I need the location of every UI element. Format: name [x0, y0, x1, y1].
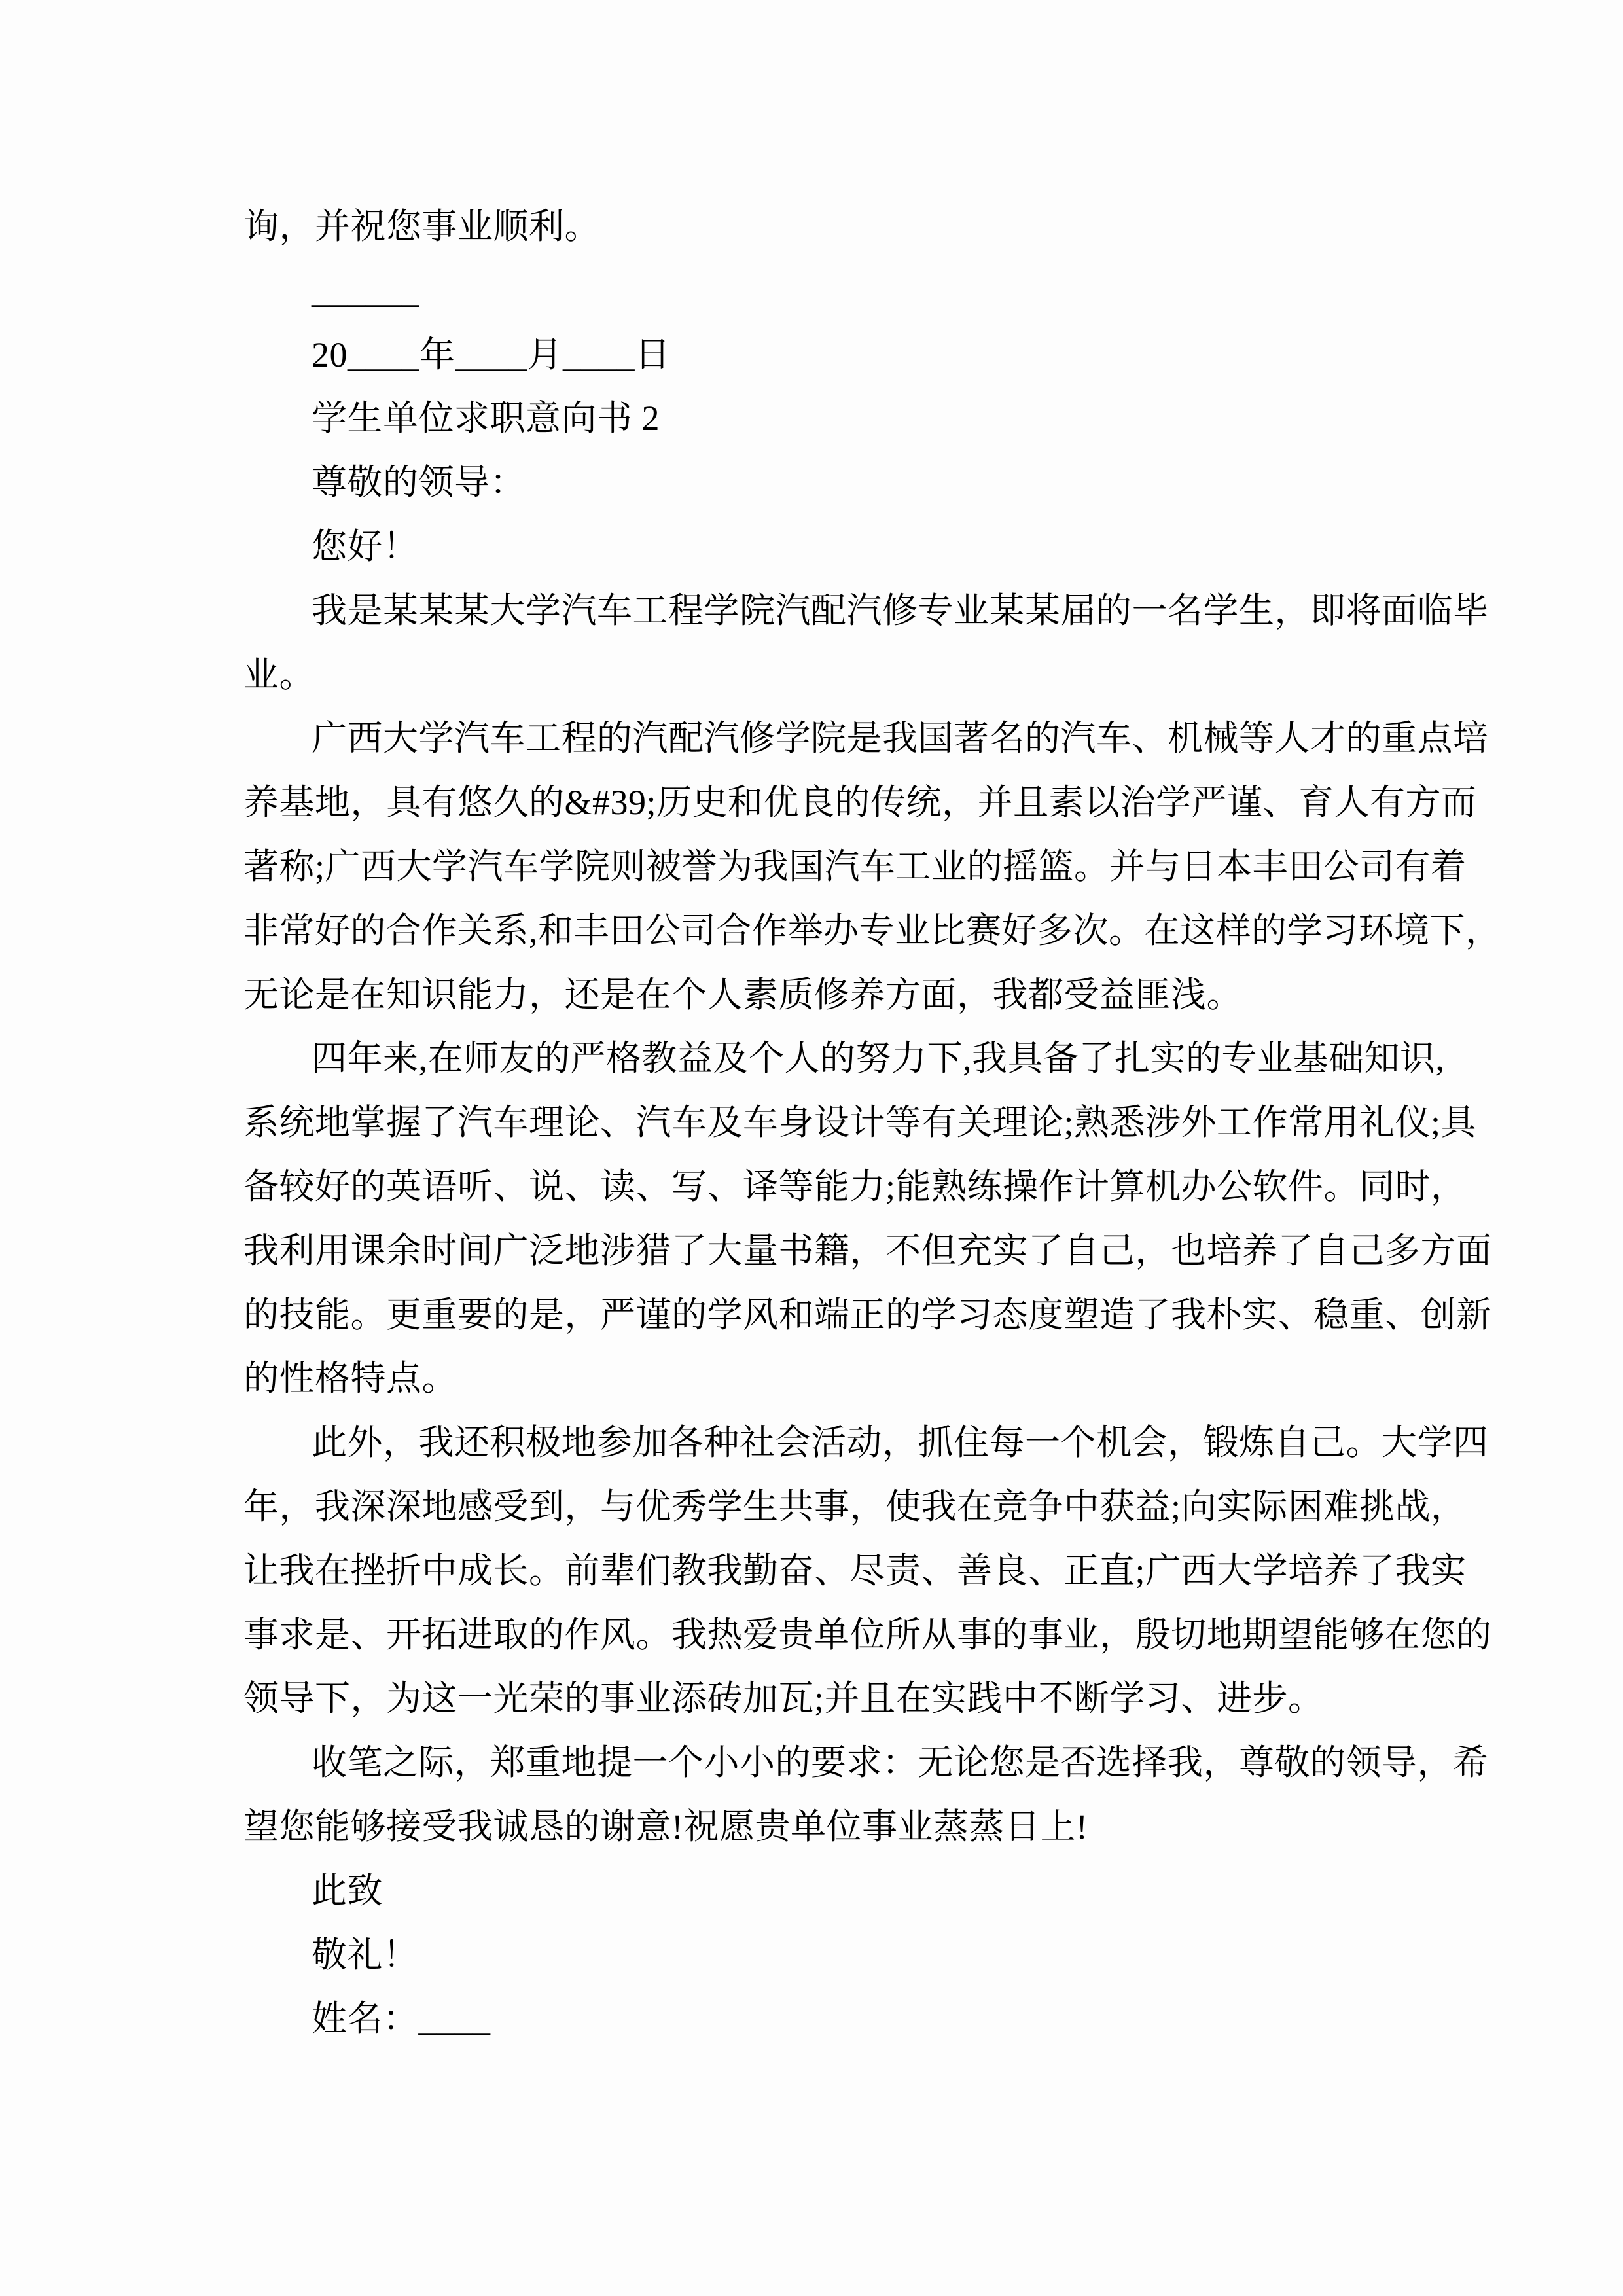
paragraph-school-line-2: 养基地，具有悠久的&#39;历史和优良的传统，并且素以治学严谨、育人有方而 [243, 783, 1477, 823]
greeting-line: 您好！ [312, 526, 419, 566]
salutation-line: 尊敬的领导： [312, 463, 526, 503]
paragraph-skills-line-5: 的技能。更重要的是，严谨的学风和端正的学习态度塑造了我朴实、稳重、创新 [243, 1295, 1492, 1335]
paragraph-school-line-4: 非常好的合作关系,和丰田公司合作举办专业比赛好多次。在这样的学习环境下， [243, 910, 1501, 950]
paragraph-activity-line-4: 事求是、开拓进取的作风。我热爱贵单位所从事的事业，殷切地期望能够在您的 [243, 1615, 1492, 1655]
paragraph-skills-line-2: 系统地掌握了汽车理论、汽车及车身设计等有关理论;熟悉涉外工作常用礼仪;具 [243, 1103, 1477, 1143]
paragraph-skills-line-6: 的性格特点。 [243, 1359, 457, 1399]
paragraph-activity-line-5: 领导下，为这一光荣的事业添砖加瓦;并且在实践中不断学习、进步。 [243, 1679, 1324, 1719]
paragraph-activity-line-2: 年，我深深地感受到，与优秀学生共事，使我在竞争中获益;向实际困难挑战， [243, 1486, 1467, 1526]
paragraph-intro-line-2: 业。 [243, 655, 315, 694]
closing-wish-continued-line: 询，并祝您事业顺利。 [243, 207, 600, 246]
paragraph-closing-line-1: 收笔之际，郑重地提一个小小的要求：无论您是否选择我，尊敬的领导，希 [312, 1743, 1489, 1783]
jingli-line: 敬礼！ [312, 1935, 419, 1975]
name-blank-line: 姓名：____ [312, 1999, 491, 2039]
paragraph-school-line-1: 广西大学汽车工程的汽配汽修学院是我国著名的汽车、机械等人才的重点培 [312, 719, 1489, 759]
paragraph-activity-line-1: 此外，我还积极地参加各种社会活动，抓住每一个机会，锻炼自己。大学四 [312, 1423, 1489, 1463]
signature-blank-line: ______ [312, 270, 419, 310]
paragraph-skills-line-1: 四年来,在师友的严格教益及个人的努力下,我具备了扎实的专业基础知识, [312, 1039, 1445, 1079]
paragraph-intro-line-1: 我是某某某大学汽车工程学院汽配汽修专业某某届的一名学生，即将面临毕 [312, 590, 1489, 630]
paragraph-closing-line-2: 望您能够接受我诚恳的谢意!祝愿贵单位事业蒸蒸日上! [243, 1806, 1088, 1846]
paragraph-school-line-5: 无论是在知识能力，还是在个人素质修养方面，我都受益匪浅。 [243, 975, 1242, 1014]
document-lines [243, 195, 1501, 2051]
paragraph-skills-line-4: 我利用课余时间广泛地涉猎了大量书籍，不但充实了自己，也培养了自己多方面 [243, 1230, 1492, 1270]
cizhi-line: 此致 [312, 1871, 383, 1910]
section-title: 学生单位求职意向书 2 [312, 399, 660, 439]
date-blank-line: 20____年____月____日 [312, 334, 671, 374]
paragraph-school-line-3: 著称;广西大学汽车学院则被誉为我国汽车工业的摇篮。并与日本丰田公司有着 [243, 846, 1467, 886]
paragraph-skills-line-3: 备较好的英语听、说、读、写、译等能力;能熟练操作计算机办公软件。同时， [243, 1166, 1467, 1206]
paragraph-activity-line-3: 让我在挫折中成长。前辈们教我勤奋、尽责、善良、正直;广西大学培养了我实 [243, 1551, 1467, 1590]
